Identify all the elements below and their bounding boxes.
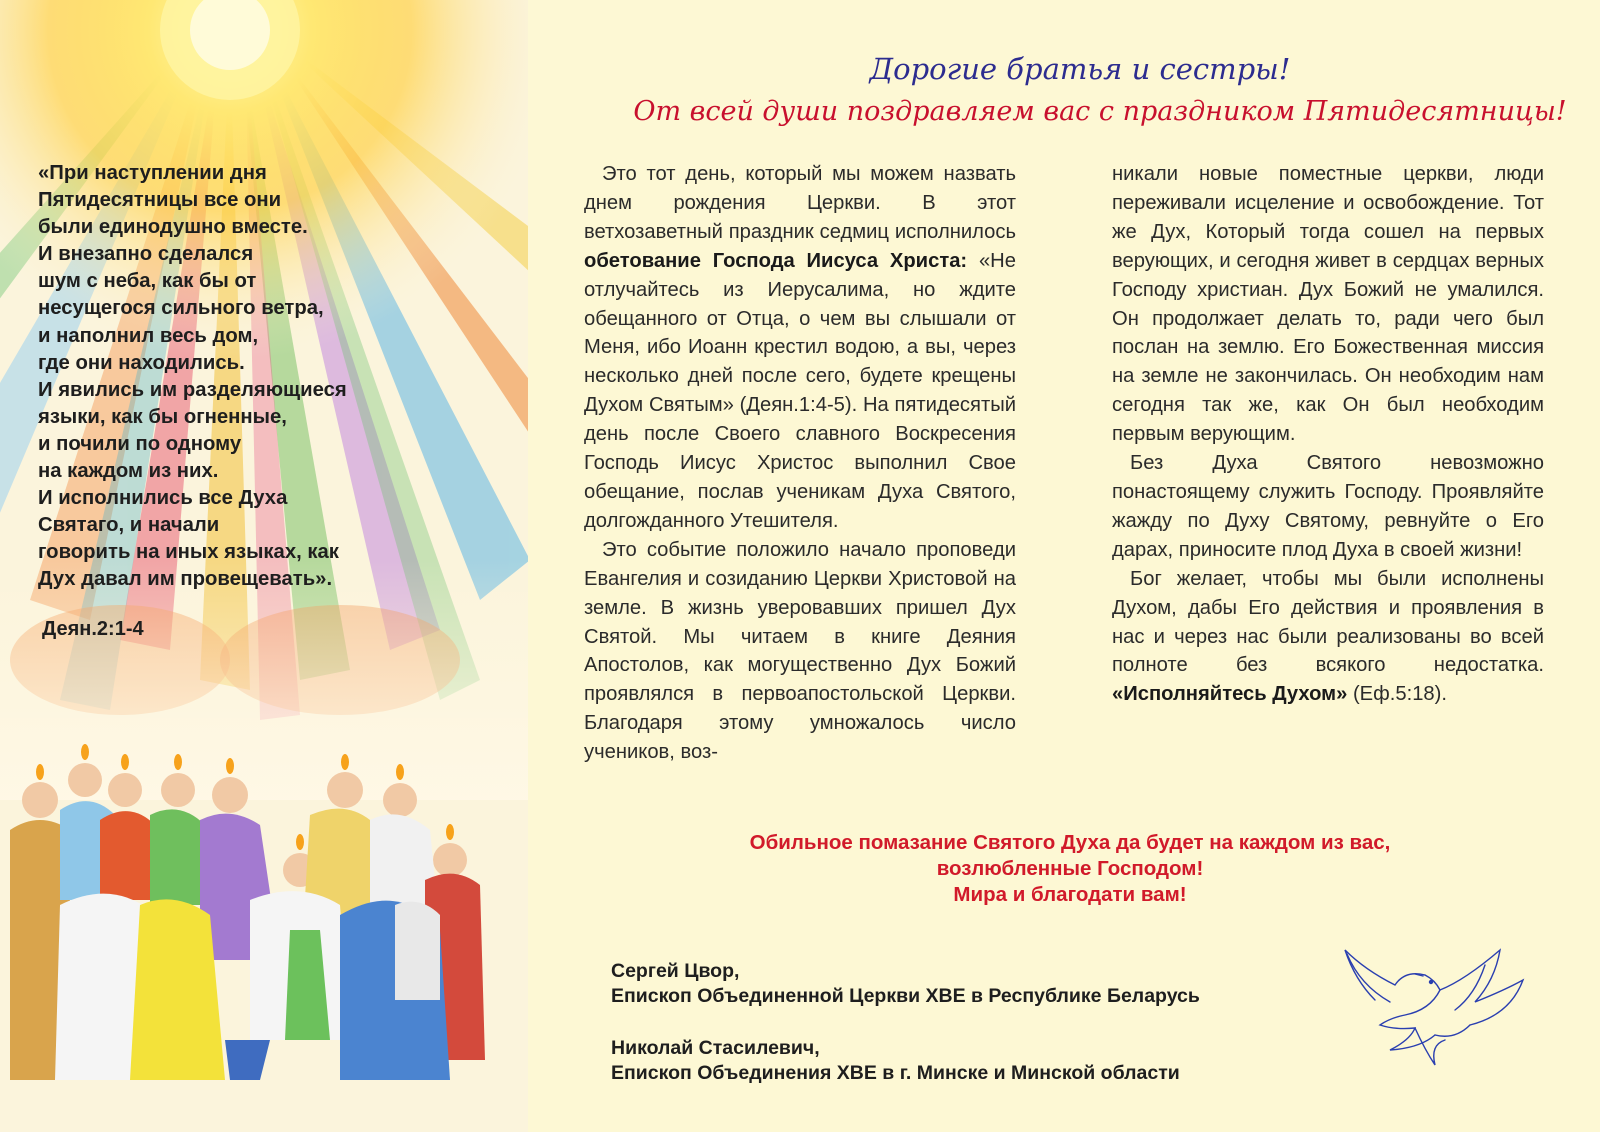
scripture-line: И исполнились все Духа [38, 487, 288, 510]
greeting-title: Дорогие братья и сестры! [869, 52, 1291, 86]
scripture-line: языки, как бы огненные, [38, 405, 287, 428]
scripture-line: И явились им разделяющиеся [38, 378, 347, 401]
scripture-reference: Деян.2:1-4 [42, 618, 144, 640]
scripture-line: «При наступлении дня [38, 162, 267, 184]
closing-line: возлюбленные Господом! [936, 857, 1204, 880]
letter-paragraph: Без Духа Святого невозможно понастоящему служить Господу. Проявляйте жажду по Духу Святому, ревнуйте о Его дарах, приносите плод Духа в своей жизни! [1112, 452, 1544, 561]
letter-paragraph: Это событие положило начало проповеди Евангелия и созиданию Церкви Христовой на земле. В жизнь уверовавших пришел Дух Святой. Мы читаем в книге Деяния Апостолов, как могущественно Дух Божий проявлялся в первоапостольской Церкви. Благодаря этому умножалось число учеников, воз- [584, 538, 1016, 764]
letter-column-right [1112, 160, 1544, 709]
scripture-line: Дух давал им провещевать». [38, 568, 333, 591]
scripture-line: и почили по одному [38, 432, 242, 455]
scripture-quote [38, 160, 518, 594]
scripture-line: говорить на иных языках, как [38, 541, 339, 564]
letter-paragraph: Это тот день, который мы можем назвать днем рождения Церкви. В этот ветхозаветный праздник седмиц исполнилось обетование Господа Иисуса Христа: «Не отлучайтесь из Иерусалима, но ждите обещанного от Отца, о чем вы слышали от Меня, ибо Иоанн крестил водою, а вы, через несколько дней после сего, будете крещены Духом Святым» (Деян.1:4-5). На пятидесятый день после Своего славного Воскресения Господь Иисус Христос выполнил Свое обещание, послав ученикам Духа Святого, долгожданного Утешителя. [584, 163, 1016, 532]
closing-line: Мира и благодати вам! [953, 883, 1187, 906]
closing-blessing [540, 830, 1600, 908]
signer-name: Сергей Цвор, [611, 960, 740, 982]
signer-title: Епископ Объединенной Церкви ХВЕ в Республике Беларусь [611, 985, 1200, 1007]
scripture-line: Пятидесятницы все они [38, 189, 282, 212]
scripture-line: на каждом из них. [38, 460, 219, 483]
scripture-line: шум с неба, как бы от [38, 270, 257, 293]
letter-column-left [584, 160, 1016, 767]
closing-line: Обильное помазание Святого Духа да будет на каждом из вас, [749, 831, 1391, 854]
signatures [611, 959, 1200, 1086]
scripture-line: Святаго, и начали [38, 514, 220, 537]
scripture-line: И внезапно сделался [38, 243, 254, 266]
dove-icon [1335, 940, 1535, 1080]
greeting-subtitle: От всей души поздравляем вас с праздником Пятидесятницы! [633, 96, 1567, 127]
scripture-line: были единодушно вместе. [38, 216, 308, 239]
signer-title: Епископ Объединения ХВЕ в г. Минске и Минской области [611, 1062, 1180, 1084]
scripture-line: и наполнил весь дом, [38, 324, 259, 347]
letter-paragraph: Бог желает, чтобы мы были исполнены Духом, дабы Его действия и проявления в нас и через нас были реализованы во всей полноте без всякого недостатка. «Исполняйтесь Духом» (Еф.5:18). [1112, 567, 1544, 706]
promise-highlight: обетование Господа Иисуса Христа: [584, 249, 968, 272]
signer-name: Николай Стасилевич, [611, 1037, 820, 1059]
scripture-line: где они находились. [38, 351, 245, 374]
exhortation-highlight: «Исполняйтесь Духом» [1112, 683, 1348, 706]
pentecost-illustration [0, 0, 528, 1132]
scripture-line: несущегося сильного ветра, [38, 297, 324, 320]
letter-paragraph: никали новые поместные церкви, люди переживали исцеление и освобождение. Тот же Дух, Который тогда сошел на первых верующих, и сегодня живет в сердцах верных Господу христиан. Дух Божий не умалился. Он продолжает делать то, ради чего был послан на землю. Его Божественная миссия на земле не закончилась. Он необходим нам сегодня так же, как Он был необходим первым верующим. [1112, 163, 1544, 446]
